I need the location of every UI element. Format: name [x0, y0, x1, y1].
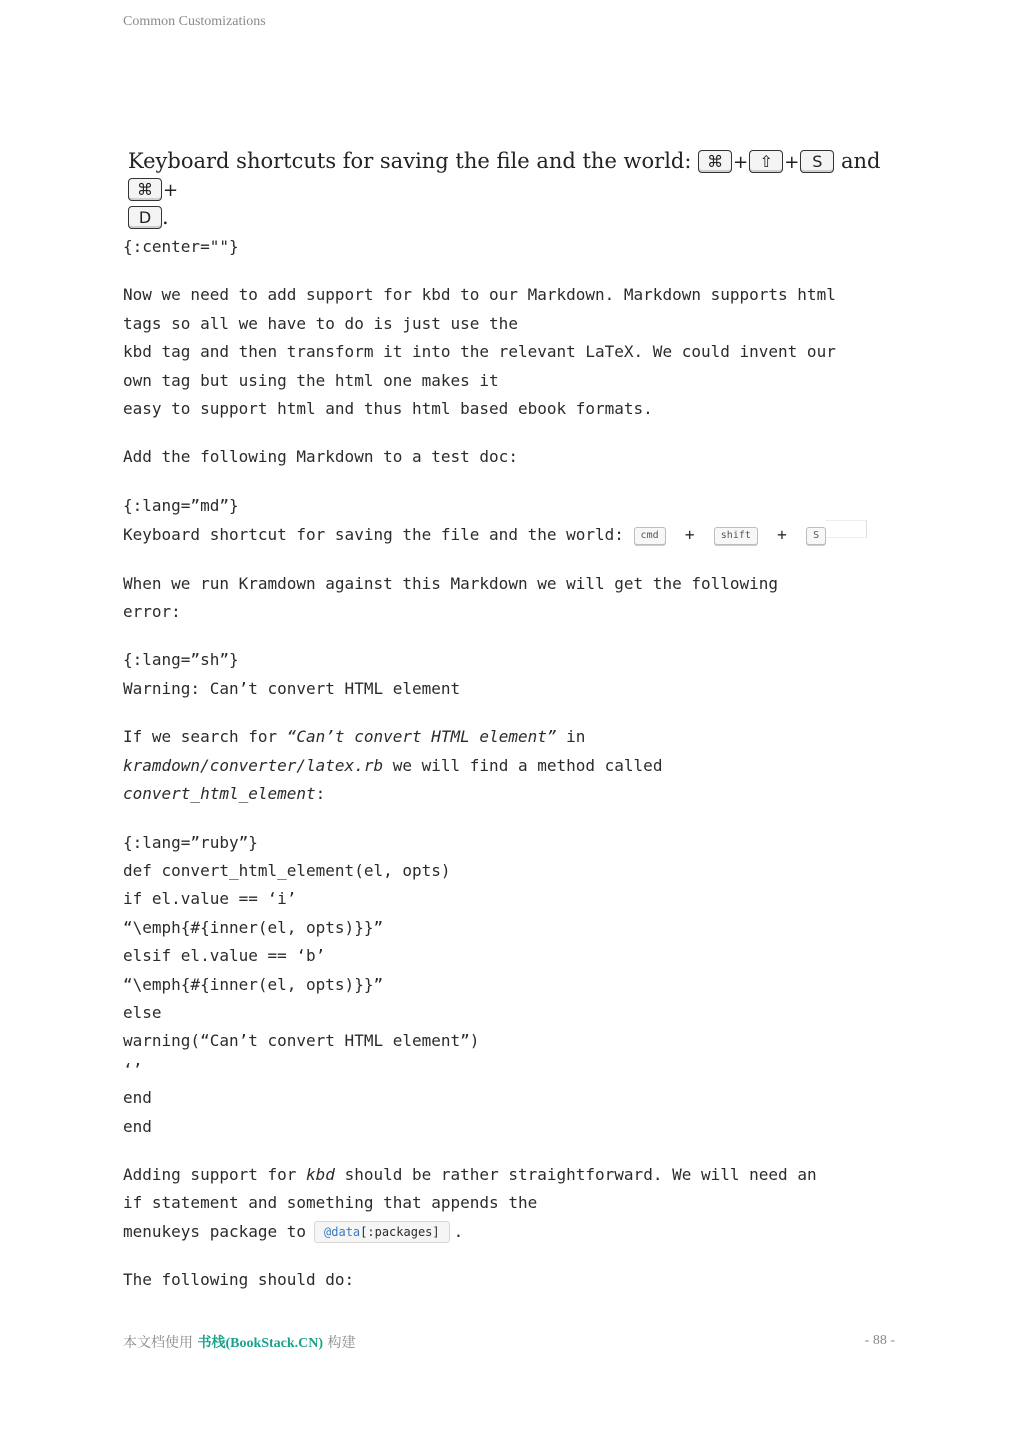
text-run: should be rather straightforward. We will need an — [334, 1164, 817, 1184]
shift-key: ⇧ — [749, 150, 783, 173]
paragraph-following: The following should do: — [123, 1270, 355, 1290]
code-line: {:lang=”ruby”} — [123, 832, 258, 852]
code-line: {:lang=”md”} — [123, 495, 239, 515]
md-code-block — [123, 492, 903, 550]
text-run: Adding support for — [123, 1164, 307, 1184]
sh-code-block — [123, 646, 903, 703]
plus-sign: + — [784, 152, 800, 173]
code-line: ‘’ — [123, 1059, 143, 1079]
shift-kbd: shift — [714, 527, 758, 545]
document-body — [123, 233, 903, 1295]
text-line: tags so all we have to do is just use the — [123, 313, 518, 333]
code-line: end — [123, 1088, 152, 1108]
paragraph-adding-support — [123, 1161, 903, 1246]
text-line: kbd tag and then transform it into the relevant LaTeX. We could invent our — [123, 342, 836, 362]
plus-sign: + — [163, 180, 179, 201]
text-line: easy to support html and thus html based ebook formats. — [123, 399, 653, 419]
plus-sign: + — [684, 525, 695, 545]
file-path: kramdown/converter/latex.rb — [123, 755, 384, 775]
text-run: in — [556, 727, 586, 747]
code-rest: [:packages] — [360, 1224, 440, 1239]
text-line: own tag but using the html one makes it — [123, 370, 499, 390]
plus-sign: + — [777, 525, 787, 545]
text-run: If we search for — [123, 727, 287, 747]
text-run: we will find a method called — [383, 755, 663, 775]
running-header: Common Customizations — [123, 14, 266, 29]
code-variable: @data — [324, 1224, 361, 1239]
footer-credit — [123, 1332, 356, 1352]
text-run: . — [453, 1221, 464, 1241]
code-line: warning(“Can’t convert HTML element”) — [123, 1031, 480, 1051]
d-key: D — [128, 206, 162, 229]
text-run: : — [315, 784, 326, 804]
footer-prefix: 本文档使用 — [123, 1335, 198, 1351]
code-line: else — [123, 1002, 162, 1022]
paragraph-error — [123, 570, 903, 627]
cmd-kbd: cmd — [634, 527, 666, 545]
command-key: ⌘ — [698, 150, 732, 173]
code-line: elsif el.value == ‘b’ — [123, 946, 326, 966]
ruby-code-block — [123, 829, 903, 1141]
plus-sign: + — [733, 152, 749, 173]
command-key: ⌘ — [128, 178, 162, 201]
text-line: menukeys package to — [123, 1221, 307, 1241]
bookstack-link[interactable]: 书栈(BookStack.CN) — [197, 1336, 324, 1351]
paragraph-search — [123, 723, 903, 808]
code-line: def convert_html_element(el, opts) — [123, 860, 451, 880]
and-word: and — [841, 149, 881, 173]
keyboard-shortcut-figure — [128, 148, 898, 230]
text-line: error: — [123, 602, 181, 622]
error-quote: “Can’t convert HTML element” — [286, 727, 557, 747]
code-line: “\emph{#{inner(el, opts)}}” — [123, 974, 384, 994]
period: . — [162, 205, 169, 229]
text-line: if statement and something that appends the — [123, 1193, 538, 1213]
code-line: Keyboard shortcut for saving the file and the world: — [123, 525, 624, 545]
s-key: S — [800, 150, 834, 173]
s-kbd: S — [806, 527, 826, 545]
code-line: “\emph{#{inner(el, opts)}}” — [123, 917, 384, 937]
page-number: - 88 - — [864, 1333, 895, 1348]
code-line: Warning: Can’t convert HTML element — [123, 678, 461, 698]
code-line: {:lang=”sh”} — [123, 650, 239, 670]
code-line: end — [123, 1116, 152, 1136]
text-line: When we run Kramdown against this Markdown we will get the following — [123, 573, 779, 593]
truncated-overflow — [826, 520, 867, 538]
kbd-term: kbd — [306, 1164, 335, 1184]
paragraph-add-markdown: Add the following Markdown to a test doc: — [123, 447, 518, 467]
paragraph-kbd-support — [123, 281, 903, 423]
figure-caption: Keyboard shortcuts for saving the file and the world: — [128, 149, 692, 173]
inline-code-packages — [314, 1221, 450, 1243]
text-line: Now we need to add support for kbd to our Markdown. Markdown supports html — [123, 285, 836, 305]
center-attribute: {:center=""} — [123, 237, 239, 256]
method-name: convert_html_element — [123, 784, 316, 804]
footer-suffix: 构建 — [323, 1335, 356, 1351]
code-line: if el.value == ‘i’ — [123, 889, 297, 909]
